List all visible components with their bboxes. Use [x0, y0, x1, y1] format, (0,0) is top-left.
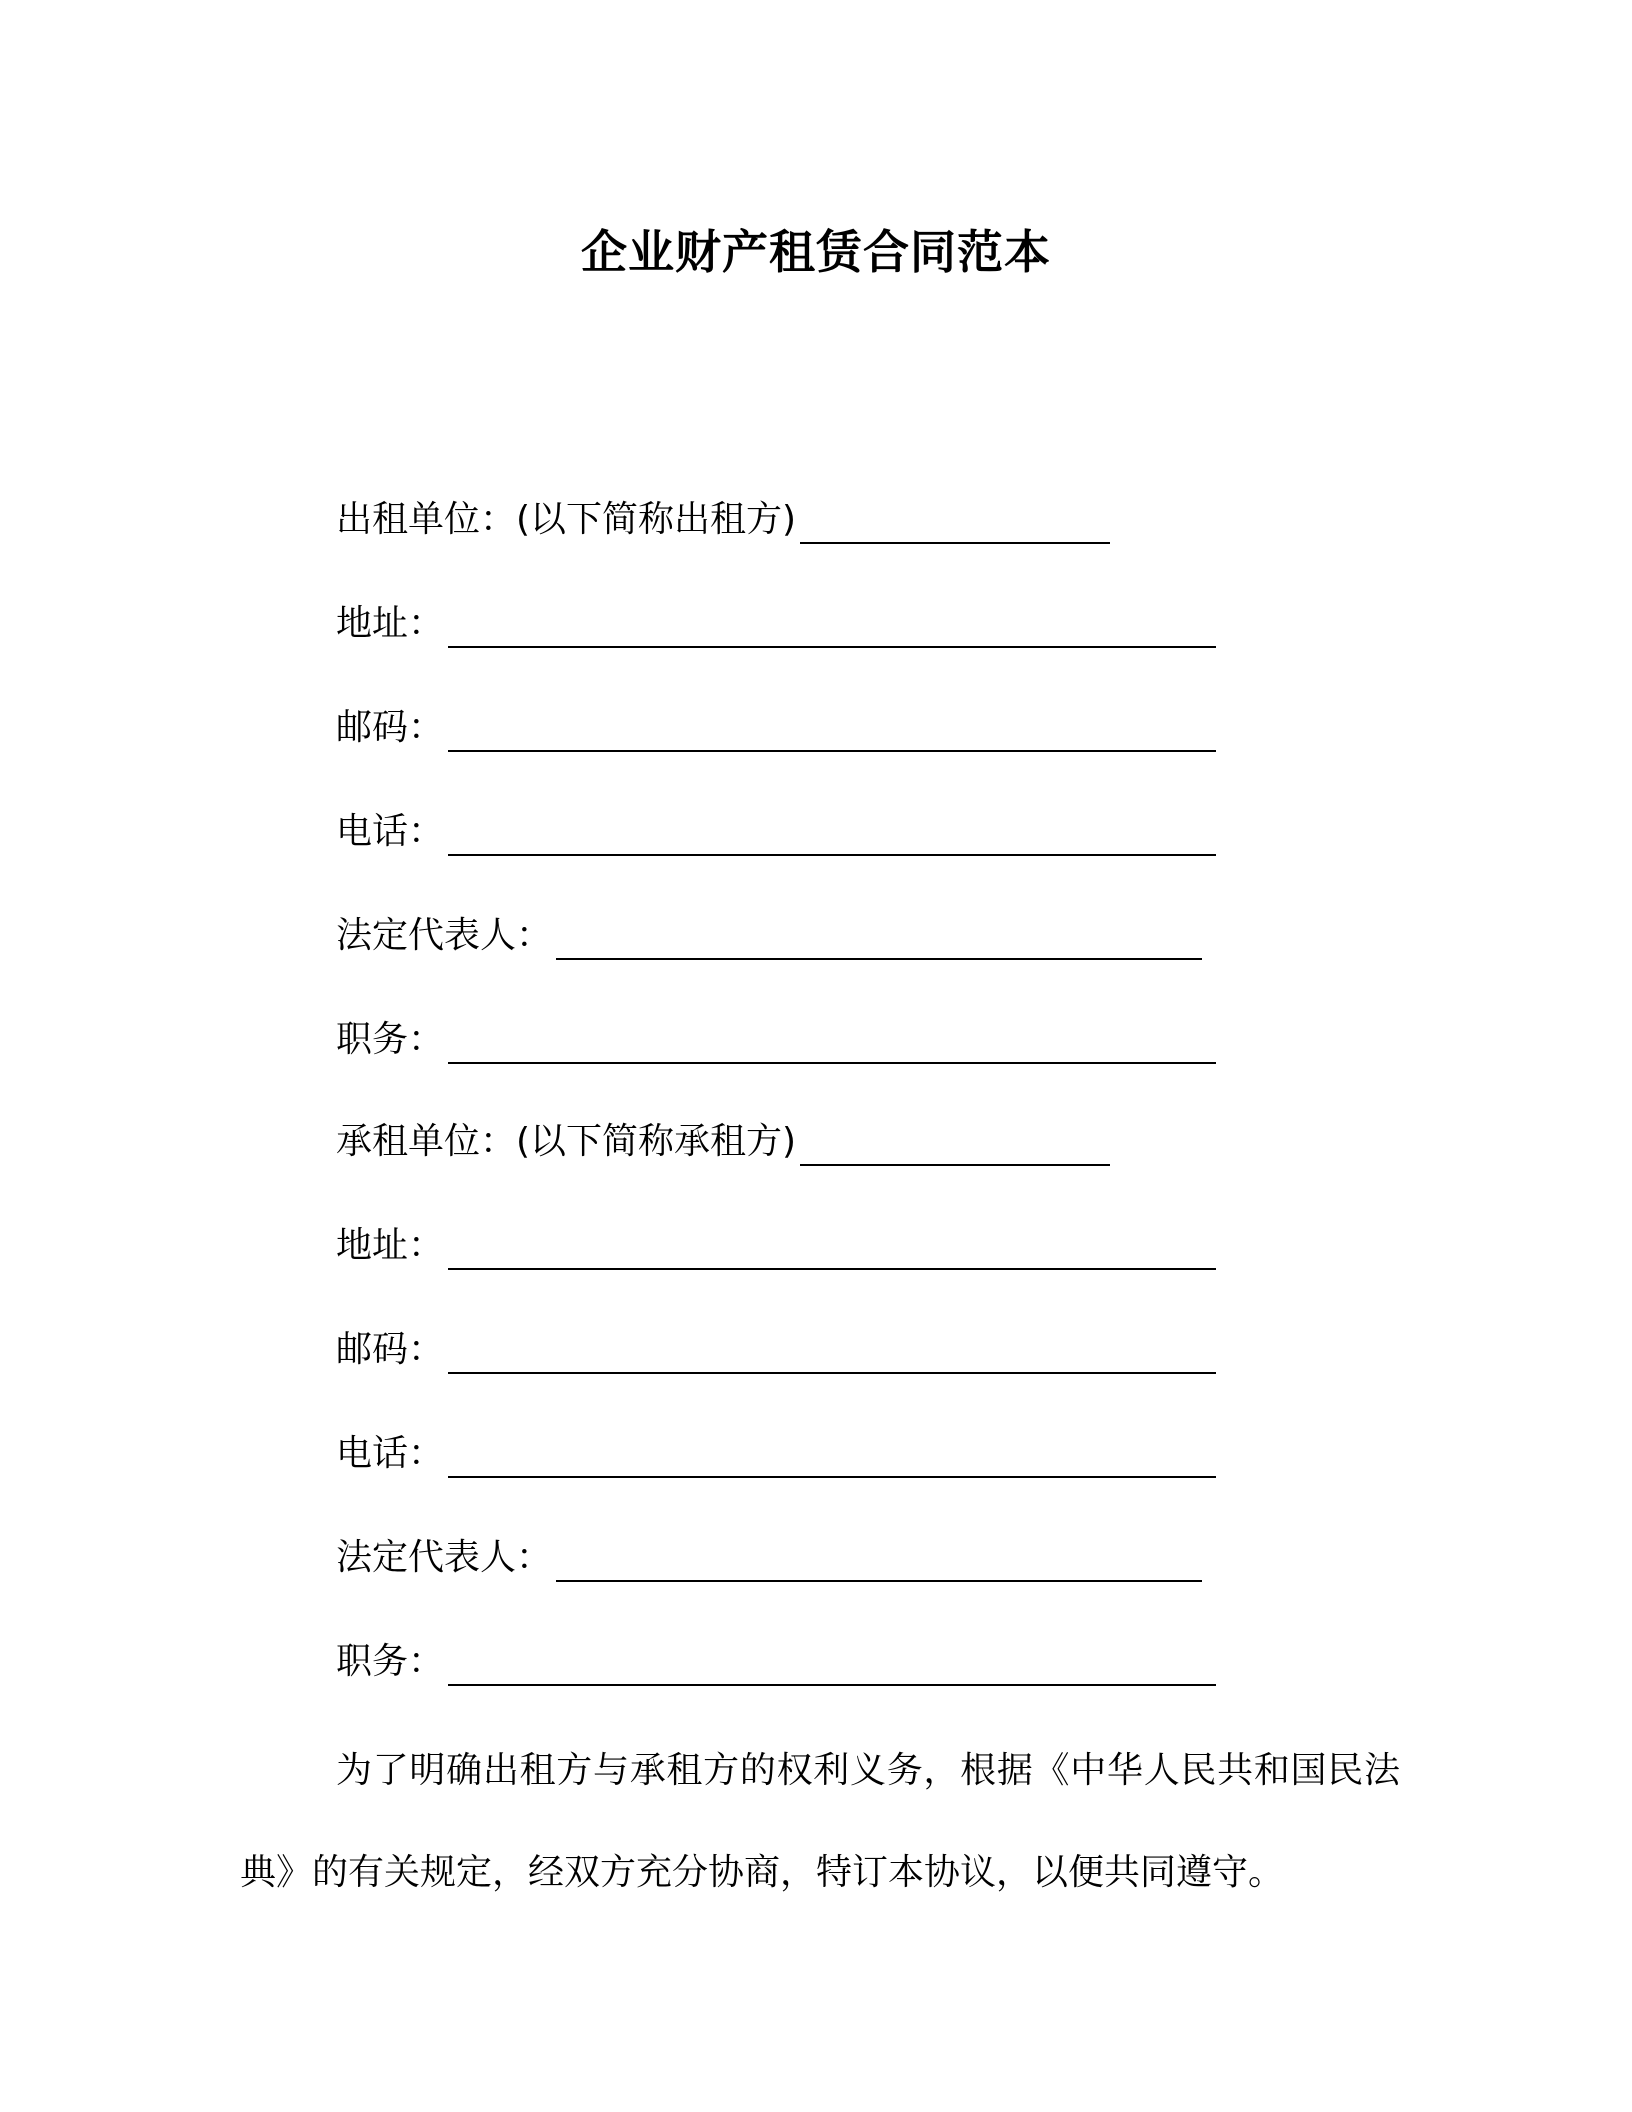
lessee-phone-label: 电话：	[336, 1433, 445, 1474]
lessor-position-label: 职务：	[336, 1019, 445, 1060]
lessee-legal-rep-field	[336, 1534, 1202, 1582]
lessee-postcode-label: 邮码：	[336, 1329, 445, 1370]
lessor-unit-label: 出租单位：(以下简称出租方)	[336, 499, 797, 540]
lessee-position-label: 职务：	[336, 1641, 445, 1682]
lessor-position-blank[interactable]	[448, 1022, 1216, 1064]
lessor-postcode-field	[336, 704, 1216, 752]
lessor-phone-field	[336, 808, 1216, 856]
lessee-legal-rep-blank[interactable]	[556, 1540, 1202, 1582]
lessor-address-field	[336, 600, 1216, 648]
lessor-address-blank[interactable]	[448, 606, 1216, 648]
lessee-address-blank[interactable]	[448, 1228, 1216, 1270]
lessee-unit-label: 承租单位：(以下简称承租方)	[336, 1121, 797, 1162]
lessor-phone-blank[interactable]	[448, 814, 1216, 856]
lessee-unit-field	[336, 1118, 1110, 1166]
lessor-postcode-label: 邮码：	[336, 707, 445, 748]
lessee-phone-field	[336, 1430, 1216, 1478]
lessee-position-blank[interactable]	[448, 1644, 1216, 1686]
lessee-position-field	[336, 1638, 1216, 1686]
lessor-legal-rep-field	[336, 912, 1202, 960]
lessor-unit-blank[interactable]	[800, 502, 1110, 544]
lessor-unit-field	[336, 496, 1110, 544]
lessee-legal-rep-label: 法定代表人：	[336, 1537, 553, 1578]
lessor-postcode-blank[interactable]	[448, 710, 1216, 752]
lessor-legal-rep-blank[interactable]	[556, 918, 1202, 960]
lessor-position-field	[336, 1016, 1216, 1064]
lessor-phone-label: 电话：	[336, 811, 445, 852]
document-title: 企业财产租赁合同范本	[581, 225, 1051, 279]
lessor-address-label: 地址：	[336, 603, 445, 644]
lessee-address-label: 地址：	[336, 1225, 445, 1266]
preamble-paragraph: 为了明确出租方与承租方的权利义务，根据《中华人民共和国民法典》的有关规定，经双方充分协商，特订本协议，以便共同遵守。	[240, 1750, 1400, 1893]
lessee-address-field	[336, 1222, 1216, 1270]
lessee-phone-blank[interactable]	[448, 1436, 1216, 1478]
lessee-postcode-blank[interactable]	[448, 1332, 1216, 1374]
lessee-unit-blank[interactable]	[800, 1124, 1110, 1166]
lessor-legal-rep-label: 法定代表人：	[336, 915, 553, 956]
lessee-postcode-field	[336, 1326, 1216, 1374]
